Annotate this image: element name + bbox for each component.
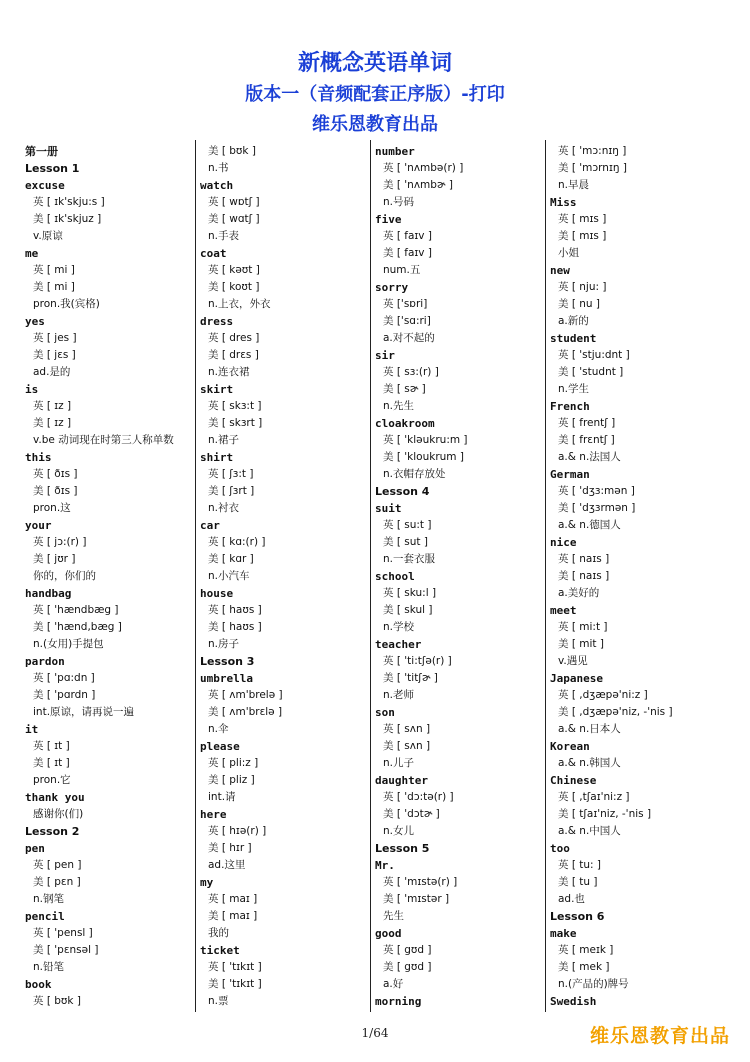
meaning: n.早晨 [558, 179, 589, 191]
phonetic: 英 [ 'kləukru:m ] [383, 434, 468, 446]
meaning: n.票 [208, 995, 229, 1007]
vocab-word: Swedish [550, 995, 597, 1008]
vocab-word: Chinese [550, 774, 597, 787]
vocab-word: Korean [550, 740, 590, 753]
phonetic: 英 [ sku:l ] [383, 587, 437, 599]
phonetic: 美 [ 'hænd,bæg ] [33, 621, 122, 633]
phonetic: 美 [ hɪr ] [208, 842, 252, 854]
phonetic: 美 [ skɜrt ] [208, 417, 263, 429]
vocab-column-2 [200, 143, 372, 1010]
phonetic: 美 [ ɪz ] [33, 417, 72, 429]
meaning: pron.我(宾格) [33, 298, 100, 310]
phonetic: 美 [ 'titʃɚ ] [383, 672, 438, 684]
meaning: n.(女用)手提包 [33, 638, 104, 650]
phonetic: 英 [ 'mɔ:nɪŋ ] [558, 145, 627, 157]
phonetic: 英 [ sʌn ] [383, 723, 431, 735]
meaning: 先生 [383, 910, 404, 922]
phonetic: 美 [ nu ] [558, 298, 601, 310]
phonetic: 英 [ su:t ] [383, 519, 432, 531]
phonetic: 美 [ bʊk ] [208, 145, 256, 157]
publisher-line: 维乐恩教育出品 [312, 114, 438, 135]
lesson-heading: Lesson 6 [550, 910, 605, 923]
vocab-word: too [550, 842, 570, 855]
phonetic: 美 [ frɛntʃ ] [558, 434, 615, 446]
vocab-word: sorry [375, 281, 409, 294]
phonetic: 英 [ maɪ ] [208, 893, 258, 905]
phonetic: 美 [ 'pɑrdn ] [33, 689, 96, 701]
phonetic: 美 [ jɛs ] [33, 349, 76, 361]
vocab-word: meet [550, 604, 577, 617]
vocab-word: five [375, 213, 402, 226]
vocab-word: your [25, 519, 52, 532]
phonetic: 英 [ ɪt ] [33, 740, 70, 752]
phonetic: 英 [ nju: ] [558, 281, 607, 293]
vocab-word: skirt [200, 383, 234, 396]
phonetic: 英 ['sɒri] [383, 298, 428, 310]
meaning: int.原谅，请再说一遍 [33, 706, 135, 718]
phonetic: 美 [ mɪs ] [558, 230, 607, 242]
vocab-column-4 [550, 143, 722, 1010]
phonetic: 英 [ ,tʃaɪ'ni:z ] [558, 791, 630, 803]
lesson-heading: Lesson 2 [25, 825, 80, 838]
meaning: pron.这 [33, 502, 71, 514]
phonetic: 英 [ kəʊt ] [208, 264, 260, 276]
phonetic: 英 [ pli:z ] [208, 757, 259, 769]
phonetic: 英 [ sɜ:(r) ] [383, 366, 439, 378]
meaning: n.铅笔 [33, 961, 64, 973]
phonetic: 英 [ ʌm'brelə ] [208, 689, 283, 701]
meaning: ad.是的 [33, 366, 71, 378]
vocab-word: watch [200, 179, 234, 192]
vocab-word: pencil [25, 910, 65, 923]
meaning: a.& n.日本人 [558, 723, 621, 735]
phonetic: 美 [ mit ] [558, 638, 604, 650]
phonetic: 美 [ 'mɪstər ] [383, 893, 450, 905]
meaning: n.房子 [208, 638, 239, 650]
phonetic: 美 [ tʃaɪ'niz, -'nis ] [558, 808, 652, 820]
vocab-word: French [550, 400, 590, 413]
meaning: n.学校 [383, 621, 414, 633]
phonetic: 美 [ kɑr ] [208, 553, 254, 565]
meaning: a.& n.韩国人 [558, 757, 621, 769]
vocab-word: Japanese [550, 672, 603, 685]
phonetic: 美 [ jʊr ] [33, 553, 76, 565]
phonetic: 美 [ koʊt ] [208, 281, 260, 293]
phonetic: 英 [ 'stju:dnt ] [558, 349, 630, 361]
phonetic: 英 [ frentʃ ] [558, 417, 616, 429]
meaning: n.手表 [208, 230, 239, 242]
meaning: n.伞 [208, 723, 229, 735]
vocab-word: excuse [25, 179, 65, 192]
meaning: n.钢笔 [33, 893, 64, 905]
phonetic: 美 [ ðɪs ] [33, 485, 78, 497]
phonetic: 英 [ 'nʌmbə(r) ] [383, 162, 464, 174]
meaning: num.五 [383, 264, 421, 276]
phonetic: 美 [ pɛn ] [33, 876, 81, 888]
phonetic: 美 [ sut ] [383, 536, 428, 548]
document-title: 新概念英语单词 [297, 51, 452, 76]
phonetic: 英 [ 'pɑ:dn ] [33, 672, 95, 684]
phonetic: 英 [ ðɪs ] [33, 468, 78, 480]
phonetic: 美 [ 'dɔtɚ ] [383, 808, 440, 820]
book-heading: 第一册 [25, 145, 58, 158]
phonetic: 英 [ haʊs ] [208, 604, 262, 616]
vocab-word: car [200, 519, 220, 532]
lesson-heading: Lesson 1 [25, 162, 80, 175]
meaning: a.好 [383, 978, 404, 990]
phonetic: 美 [ ɪt ] [33, 757, 70, 769]
vocab-word: nice [550, 536, 577, 549]
phonetic: 英 [ 'ti:tʃə(r) ] [383, 655, 452, 667]
phonetic: 美 [ ,dʒæpə'niz, -'nis ] [558, 706, 673, 718]
vocab-word: school [375, 570, 415, 583]
vocab-word: sir [375, 349, 395, 362]
phonetic: 英 [ mɪs ] [558, 213, 607, 225]
meaning: v.原谅 [33, 230, 63, 242]
phonetic: 英 [ jɔ:(r) ] [33, 536, 87, 548]
vocab-word: pardon [25, 655, 65, 668]
meaning: n.(产品的)牌号 [558, 978, 629, 990]
meaning: a.对不起的 [383, 332, 435, 344]
vocab-word: house [200, 587, 234, 600]
vocab-word: number [375, 145, 415, 158]
vocab-word: is [25, 383, 39, 396]
phonetic: 英 [ ʃɜ:t ] [208, 468, 254, 480]
phonetic: 英 [ tu: ] [558, 859, 602, 871]
phonetic: 美 [ mek ] [558, 961, 610, 973]
vocab-word: suit [375, 502, 402, 515]
watermark-logo: 维乐恩教育出品 [589, 1025, 730, 1047]
phonetic: 美 [ 'dʒɜrmən ] [558, 502, 636, 514]
meaning: 你的，你们的 [33, 570, 96, 582]
vocab-word: yes [25, 315, 45, 328]
vocab-word: dress [200, 315, 234, 328]
phonetic: 美 [ 'kloukrum ] [383, 451, 464, 463]
vocab-word: pen [25, 842, 45, 855]
phonetic: 美 [ drɛs ] [208, 349, 259, 361]
phonetic: 英 [ 'mɪstə(r) ] [383, 876, 458, 888]
phonetic: 美 [ maɪ ] [208, 910, 258, 922]
meaning: n.上衣，外衣 [208, 298, 271, 310]
phonetic: 美 [ mi ] [33, 281, 75, 293]
lesson-heading: Lesson 3 [200, 655, 255, 668]
meaning: n.老师 [383, 689, 414, 701]
vocab-word: good [375, 927, 402, 940]
meaning: n.女儿 [383, 825, 414, 837]
meaning: n.一套衣服 [383, 553, 435, 565]
phonetic: 美 [ skul ] [383, 604, 433, 616]
meaning: v.遇见 [558, 655, 588, 667]
phonetic: 英 [ skɜ:t ] [208, 400, 262, 412]
meaning: pron.它 [33, 774, 71, 786]
phonetic: 英 [ 'hændbæg ] [33, 604, 119, 616]
vocab-word: son [375, 706, 395, 719]
lesson-heading: Lesson 5 [375, 842, 430, 855]
vocab-word: my [200, 876, 214, 889]
phonetic: 英 [ hɪə(r) ] [208, 825, 267, 837]
phonetic: 美 [ faɪv ] [383, 247, 432, 259]
phonetic: 英 [ pen ] [33, 859, 82, 871]
phonetic: 英 [ ɪz ] [33, 400, 72, 412]
phonetic: 美 [ ʌm'brɛlə ] [208, 706, 283, 718]
vocab-word: new [550, 264, 570, 277]
phonetic: 英 [ 'dʒɜ:mən ] [558, 485, 635, 497]
meaning: n.小汽车 [208, 570, 250, 582]
vocab-word: teacher [375, 638, 422, 651]
phonetic: 英 [ 'tɪkɪt ] [208, 961, 262, 973]
meaning: ad.也 [558, 893, 585, 905]
phonetic: 英 [ meɪk ] [558, 944, 614, 956]
phonetic: 英 [ jes ] [33, 332, 77, 344]
phonetic: 美 [ sʌn ] [383, 740, 431, 752]
phonetic: 美 [ naɪs ] [558, 570, 610, 582]
lesson-heading: Lesson 4 [375, 485, 430, 498]
meaning: ad.这里 [208, 859, 246, 871]
meaning: a.& n.法国人 [558, 451, 621, 463]
meaning: a.& n.中国人 [558, 825, 621, 837]
phonetic: 英 [ dres ] [208, 332, 260, 344]
meaning: a.& n.德国人 [558, 519, 621, 531]
phonetic: 美 [ gʊd ] [383, 961, 432, 973]
meaning: a.新的 [558, 315, 589, 327]
vocab-word: student [550, 332, 597, 345]
phonetic: 美 [ tu ] [558, 876, 598, 888]
phonetic: 美 [ sɚ ] [383, 383, 426, 395]
vocab-word: book [25, 978, 52, 991]
phonetic: 美 [ 'nʌmbɚ ] [383, 179, 453, 191]
vocab-word: coat [200, 247, 227, 260]
meaning: n.号码 [383, 196, 414, 208]
vocab-word: ticket [200, 944, 240, 957]
vocab-column-3 [375, 143, 547, 1010]
phonetic: 英 [ wɒtʃ ] [208, 196, 260, 208]
phonetic: 英 [ kɑ:(r) ] [208, 536, 266, 548]
phonetic: 英 [ naɪs ] [558, 553, 610, 565]
meaning: 感谢你(们) [33, 808, 84, 820]
meaning: n.儿子 [383, 757, 414, 769]
meaning: n.裙子 [208, 434, 239, 446]
vocab-word: thank you [25, 791, 85, 804]
meaning: n.连衣裙 [208, 366, 250, 378]
phonetic: 英 [ 'pensl ] [33, 927, 93, 939]
phonetic: 美 [ wɑtʃ ] [208, 213, 260, 225]
phonetic: 英 [ faɪv ] [383, 230, 432, 242]
phonetic: 美 [ pliz ] [208, 774, 255, 786]
phonetic: 英 [ ,dʒæpə'ni:z ] [558, 689, 648, 701]
page-number: 1/64 [361, 1026, 389, 1040]
document-subtitle: 版本一（音频配套正序版）-打印 [245, 84, 505, 105]
phonetic: 英 [ mi ] [33, 264, 75, 276]
meaning: v.be 动词现在时第三人称单数 [33, 434, 174, 446]
vocab-word: me [25, 247, 39, 260]
phonetic: 美 [ 'studnt ] [558, 366, 624, 378]
phonetic: 英 [ 'dɔ:tə(r) ] [383, 791, 454, 803]
phonetic: 英 [ bʊk ] [33, 995, 81, 1007]
phonetic: 美 [ ɪk'skjuz ] [33, 213, 102, 225]
vocab-column-1 [25, 143, 197, 1010]
phonetic: 美 [ 'tɪkɪt ] [208, 978, 262, 990]
vocab-word: Mr. [375, 859, 395, 872]
meaning: 我的 [208, 927, 229, 939]
vocab-word: please [200, 740, 240, 753]
phonetic: 美 [ ʃɜrt ] [208, 485, 255, 497]
phonetic: 美 ['sɑ:ri] [383, 315, 431, 327]
meaning: n.衣帽存放处 [383, 468, 446, 480]
vocab-word: German [550, 468, 590, 481]
vocab-word: it [25, 723, 39, 736]
meaning: int.请 [208, 791, 236, 803]
vocab-word: umbrella [200, 672, 253, 685]
phonetic: 英 [ mi:t ] [558, 621, 608, 633]
phonetic: 英 [ ɪk'skju:s ] [33, 196, 105, 208]
vocab-word: daughter [375, 774, 428, 787]
vocab-word: shirt [200, 451, 234, 464]
vocab-word: this [25, 451, 52, 464]
vocab-word: handbag [25, 587, 72, 600]
phonetic: 英 [ gʊd ] [383, 944, 432, 956]
vocab-word: make [550, 927, 577, 940]
meaning: 小姐 [558, 247, 579, 259]
meaning: a.美好的 [558, 587, 600, 599]
vocab-word: here [200, 808, 227, 821]
vocab-word: morning [375, 995, 422, 1008]
meaning: n.先生 [383, 400, 414, 412]
phonetic: 美 [ 'pɛnsəl ] [33, 944, 99, 956]
phonetic: 美 [ 'mɔrnɪŋ ] [558, 162, 627, 174]
phonetic: 美 [ haʊs ] [208, 621, 262, 633]
vocab-word: cloakroom [375, 417, 435, 430]
meaning: n.学生 [558, 383, 589, 395]
meaning: n.衬衣 [208, 502, 239, 514]
vocab-word: Miss [550, 196, 577, 209]
meaning: n.书 [208, 162, 229, 174]
